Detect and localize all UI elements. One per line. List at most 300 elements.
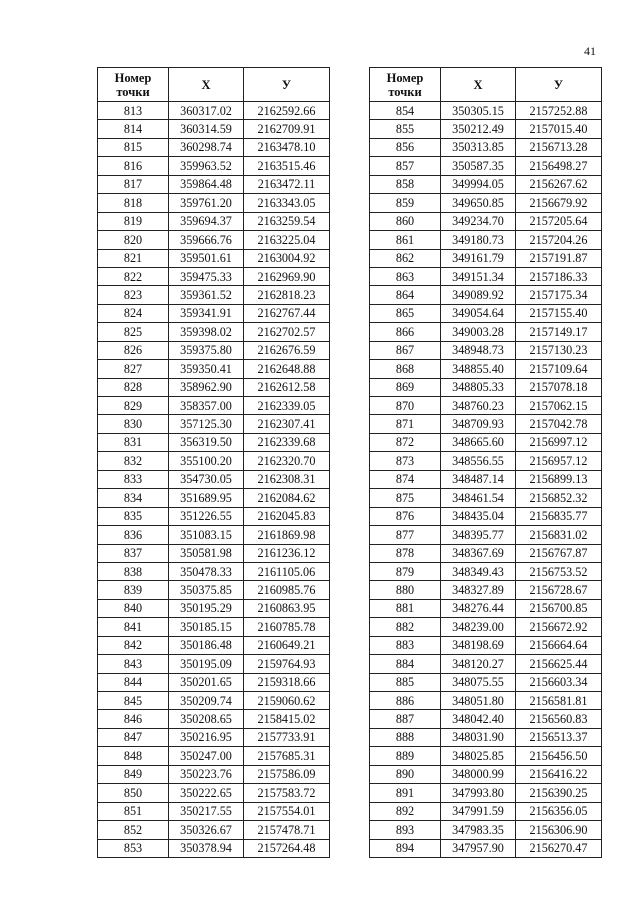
- table-row: [98, 323, 330, 341]
- cell-y: 2162702.57: [244, 323, 330, 341]
- cell-x: 356319.50: [169, 433, 244, 451]
- table-row: [98, 507, 330, 525]
- cell-y: 2156267.62: [516, 175, 602, 193]
- cell-x: 357125.30: [169, 415, 244, 433]
- table-body-right: [370, 102, 602, 858]
- cell-y: 2163225.04: [244, 231, 330, 249]
- cell-y: 2162648.88: [244, 360, 330, 378]
- cell-point-number: 863: [370, 267, 441, 285]
- cell-x: 350186.48: [169, 636, 244, 654]
- table-row: [370, 544, 602, 562]
- cell-point-number: 832: [98, 452, 169, 470]
- table-row: [370, 102, 602, 120]
- cell-y: 2159060.62: [244, 692, 330, 710]
- table-row: [98, 397, 330, 415]
- cell-x: 348327.89: [441, 581, 516, 599]
- cell-x: 350478.33: [169, 562, 244, 580]
- cell-point-number: 882: [370, 618, 441, 636]
- table-row: [370, 747, 602, 765]
- cell-y: 2157149.17: [516, 323, 602, 341]
- cell-y: 2162320.70: [244, 452, 330, 470]
- table-row: [370, 673, 602, 691]
- table-row: [98, 138, 330, 156]
- cell-point-number: 817: [98, 175, 169, 193]
- cell-y: 2156560.83: [516, 710, 602, 728]
- cell-y: 2157252.88: [516, 102, 602, 120]
- cell-y: 2162709.91: [244, 120, 330, 138]
- cell-point-number: 840: [98, 599, 169, 617]
- cell-y: 2157733.91: [244, 728, 330, 746]
- cell-y: 2157478.71: [244, 821, 330, 839]
- cell-x: 348031.90: [441, 728, 516, 746]
- cell-x: 348120.27: [441, 655, 516, 673]
- table-row: [370, 378, 602, 396]
- cell-y: 2156831.02: [516, 526, 602, 544]
- cell-x: 359361.52: [169, 286, 244, 304]
- cell-x: 350185.15: [169, 618, 244, 636]
- cell-y: 2157554.01: [244, 802, 330, 820]
- cell-x: 359864.48: [169, 175, 244, 193]
- cell-x: 347993.80: [441, 784, 516, 802]
- table-row: [98, 618, 330, 636]
- cell-point-number: 821: [98, 249, 169, 267]
- cell-y: 2156664.64: [516, 636, 602, 654]
- table-row: [98, 212, 330, 230]
- cell-x: 354730.05: [169, 470, 244, 488]
- table-row: [370, 341, 602, 359]
- cell-x: 349994.05: [441, 175, 516, 193]
- cell-x: 359501.61: [169, 249, 244, 267]
- cell-x: 351689.95: [169, 489, 244, 507]
- table-row: [98, 673, 330, 691]
- table-row: [370, 784, 602, 802]
- table-row: [370, 231, 602, 249]
- cell-y: 2161105.06: [244, 562, 330, 580]
- cell-point-number: 877: [370, 526, 441, 544]
- cell-y: 2162818.23: [244, 286, 330, 304]
- cell-y: 2157175.34: [516, 286, 602, 304]
- table-row: [370, 562, 602, 580]
- cell-y: 2156767.87: [516, 544, 602, 562]
- cell-x: 350212.49: [441, 120, 516, 138]
- cell-point-number: 816: [98, 157, 169, 175]
- cell-x: 348435.04: [441, 507, 516, 525]
- table-row: [98, 102, 330, 120]
- cell-y: 2161869.98: [244, 526, 330, 544]
- cell-point-number: 845: [98, 692, 169, 710]
- table-row: [370, 710, 602, 728]
- cell-x: 347957.90: [441, 839, 516, 857]
- cell-x: 350208.65: [169, 710, 244, 728]
- table-row: [98, 526, 330, 544]
- table-row: [98, 341, 330, 359]
- cell-y: 2156672.92: [516, 618, 602, 636]
- cell-x: 359341.91: [169, 304, 244, 322]
- cell-y: 2157078.18: [516, 378, 602, 396]
- cell-y: 2157042.78: [516, 415, 602, 433]
- cell-y: 2158415.02: [244, 710, 330, 728]
- table-row: [370, 489, 602, 507]
- cell-point-number: 838: [98, 562, 169, 580]
- cell-point-number: 869: [370, 378, 441, 396]
- table-row: [370, 452, 602, 470]
- table-row: [370, 765, 602, 783]
- cell-x: 350375.85: [169, 581, 244, 599]
- cell-x: 348276.44: [441, 599, 516, 617]
- cell-point-number: 827: [98, 360, 169, 378]
- table-row: [98, 231, 330, 249]
- cell-x: 348042.40: [441, 710, 516, 728]
- cell-point-number: 880: [370, 581, 441, 599]
- table-row: [370, 360, 602, 378]
- cell-y: 2161236.12: [244, 544, 330, 562]
- table-row: [98, 747, 330, 765]
- table-row: [98, 378, 330, 396]
- table-row: [98, 692, 330, 710]
- cell-x: 350587.35: [441, 157, 516, 175]
- table-row: [98, 120, 330, 138]
- cell-y: 2160985.76: [244, 581, 330, 599]
- coordinates-table-left: [97, 67, 330, 858]
- cell-point-number: 826: [98, 341, 169, 359]
- cell-y: 2156513.37: [516, 728, 602, 746]
- cell-y: 2156498.27: [516, 157, 602, 175]
- cell-y: 2157205.64: [516, 212, 602, 230]
- cell-y: 2156700.85: [516, 599, 602, 617]
- cell-x: 358962.90: [169, 378, 244, 396]
- cell-x: 348051.80: [441, 692, 516, 710]
- cell-y: 2157015.40: [516, 120, 602, 138]
- cell-x: 359761.20: [169, 194, 244, 212]
- cell-y: 2163343.05: [244, 194, 330, 212]
- cell-y: 2163472.11: [244, 175, 330, 193]
- cell-y: 2156728.67: [516, 581, 602, 599]
- header-y: У: [244, 68, 330, 102]
- cell-x: 348948.73: [441, 341, 516, 359]
- cell-point-number: 825: [98, 323, 169, 341]
- cell-point-number: 857: [370, 157, 441, 175]
- cell-y: 2162592.66: [244, 102, 330, 120]
- cell-y: 2156270.47: [516, 839, 602, 857]
- cell-y: 2162676.59: [244, 341, 330, 359]
- table-row: [98, 433, 330, 451]
- table-row: [98, 415, 330, 433]
- cell-y: 2159764.93: [244, 655, 330, 673]
- cell-x: 350247.00: [169, 747, 244, 765]
- table-row: [98, 470, 330, 488]
- cell-point-number: 891: [370, 784, 441, 802]
- cell-x: 350195.29: [169, 599, 244, 617]
- table-row: [98, 360, 330, 378]
- table-row: [370, 415, 602, 433]
- cell-point-number: 867: [370, 341, 441, 359]
- table-row: [98, 821, 330, 839]
- cell-x: 360314.59: [169, 120, 244, 138]
- cell-x: 359375.80: [169, 341, 244, 359]
- cell-point-number: 878: [370, 544, 441, 562]
- cell-point-number: 893: [370, 821, 441, 839]
- cell-point-number: 888: [370, 728, 441, 746]
- cell-x: 348395.77: [441, 526, 516, 544]
- cell-point-number: 834: [98, 489, 169, 507]
- cell-point-number: 860: [370, 212, 441, 230]
- cell-y: 2157685.31: [244, 747, 330, 765]
- cell-point-number: 851: [98, 802, 169, 820]
- table-row: [370, 526, 602, 544]
- cell-y: 2162969.90: [244, 267, 330, 285]
- header-x: Х: [169, 68, 244, 102]
- table-row: [98, 784, 330, 802]
- cell-y: 2156416.22: [516, 765, 602, 783]
- cell-point-number: 852: [98, 821, 169, 839]
- table-row: [98, 157, 330, 175]
- table-row: [370, 157, 602, 175]
- cell-x: 348198.69: [441, 636, 516, 654]
- cell-x: 349650.85: [441, 194, 516, 212]
- table-row: [370, 397, 602, 415]
- cell-point-number: 833: [98, 470, 169, 488]
- cell-x: 360317.02: [169, 102, 244, 120]
- cell-point-number: 848: [98, 747, 169, 765]
- table-row: [370, 655, 602, 673]
- cell-point-number: 847: [98, 728, 169, 746]
- table-row: [98, 286, 330, 304]
- cell-x: 359963.52: [169, 157, 244, 175]
- cell-point-number: 886: [370, 692, 441, 710]
- cell-y: 2156679.92: [516, 194, 602, 212]
- cell-point-number: 822: [98, 267, 169, 285]
- cell-x: 350378.94: [169, 839, 244, 857]
- cell-y: 2156390.25: [516, 784, 602, 802]
- cell-point-number: 831: [98, 433, 169, 451]
- table-row: [370, 692, 602, 710]
- cell-x: 348805.33: [441, 378, 516, 396]
- cell-point-number: 853: [98, 839, 169, 857]
- cell-y: 2162767.44: [244, 304, 330, 322]
- cell-x: 348239.00: [441, 618, 516, 636]
- cell-x: 359350.41: [169, 360, 244, 378]
- cell-point-number: 858: [370, 175, 441, 193]
- cell-y: 2160785.78: [244, 618, 330, 636]
- table-row: [370, 286, 602, 304]
- cell-point-number: 844: [98, 673, 169, 691]
- cell-y: 2160863.95: [244, 599, 330, 617]
- cell-x: 349180.73: [441, 231, 516, 249]
- cell-y: 2162339.68: [244, 433, 330, 451]
- cell-point-number: 828: [98, 378, 169, 396]
- cell-x: 359475.33: [169, 267, 244, 285]
- table-row: [370, 839, 602, 857]
- table-row: [370, 802, 602, 820]
- cell-y: 2156753.52: [516, 562, 602, 580]
- cell-y: 2163478.10: [244, 138, 330, 156]
- header-point-number: [370, 68, 441, 102]
- table-row: [370, 636, 602, 654]
- cell-x: 348461.54: [441, 489, 516, 507]
- table-row: [98, 655, 330, 673]
- cell-point-number: 873: [370, 452, 441, 470]
- cell-y: 2157204.26: [516, 231, 602, 249]
- table-row: [370, 581, 602, 599]
- table-row: [370, 175, 602, 193]
- cell-point-number: 839: [98, 581, 169, 599]
- table-row: [370, 304, 602, 322]
- cell-y: 2160649.21: [244, 636, 330, 654]
- cell-x: 348556.55: [441, 452, 516, 470]
- cell-y: 2156603.34: [516, 673, 602, 691]
- cell-point-number: 864: [370, 286, 441, 304]
- cell-point-number: 819: [98, 212, 169, 230]
- cell-point-number: 889: [370, 747, 441, 765]
- cell-y: 2163004.92: [244, 249, 330, 267]
- cell-point-number: 879: [370, 562, 441, 580]
- table-row: [370, 267, 602, 285]
- coordinates-table-right: [369, 67, 602, 858]
- cell-x: 359666.76: [169, 231, 244, 249]
- cell-x: 348367.69: [441, 544, 516, 562]
- table-row: [98, 765, 330, 783]
- cell-x: 350222.65: [169, 784, 244, 802]
- cell-x: 348665.60: [441, 433, 516, 451]
- table-row: [98, 489, 330, 507]
- cell-point-number: 855: [370, 120, 441, 138]
- table-row: [98, 636, 330, 654]
- cell-y: 2156957.12: [516, 452, 602, 470]
- cell-y: 2157186.33: [516, 267, 602, 285]
- table-row: [370, 120, 602, 138]
- table-row: [370, 599, 602, 617]
- table-row: [370, 470, 602, 488]
- table-row: [370, 507, 602, 525]
- cell-y: 2157109.64: [516, 360, 602, 378]
- cell-y: 2163259.54: [244, 212, 330, 230]
- header-point-number: [98, 68, 169, 102]
- table-row: [370, 618, 602, 636]
- table-row: [98, 802, 330, 820]
- table-row: [370, 821, 602, 839]
- cell-y: 2156713.28: [516, 138, 602, 156]
- cell-y: 2156581.81: [516, 692, 602, 710]
- cell-x: 349003.28: [441, 323, 516, 341]
- cell-x: 348075.55: [441, 673, 516, 691]
- cell-x: 350195.09: [169, 655, 244, 673]
- cell-x: 349234.70: [441, 212, 516, 230]
- cell-point-number: 841: [98, 618, 169, 636]
- table-row: [98, 562, 330, 580]
- cell-point-number: 850: [98, 784, 169, 802]
- cell-x: 347991.59: [441, 802, 516, 820]
- cell-point-number: 887: [370, 710, 441, 728]
- cell-point-number: 862: [370, 249, 441, 267]
- cell-point-number: 876: [370, 507, 441, 525]
- table-row: [98, 581, 330, 599]
- cell-x: 348349.43: [441, 562, 516, 580]
- cell-x: 350209.74: [169, 692, 244, 710]
- cell-point-number: 866: [370, 323, 441, 341]
- table-row: [98, 599, 330, 617]
- cell-point-number: 883: [370, 636, 441, 654]
- cell-x: 349054.64: [441, 304, 516, 322]
- header-x: Х: [441, 68, 516, 102]
- table-header-row: [98, 68, 330, 102]
- page-number: 41: [584, 44, 596, 58]
- cell-point-number: 813: [98, 102, 169, 120]
- cell-y: 2157583.72: [244, 784, 330, 802]
- cell-x: 347983.35: [441, 821, 516, 839]
- cell-point-number: 814: [98, 120, 169, 138]
- cell-x: 350217.55: [169, 802, 244, 820]
- cell-y: 2157155.40: [516, 304, 602, 322]
- cell-x: 349151.34: [441, 267, 516, 285]
- cell-point-number: 836: [98, 526, 169, 544]
- cell-y: 2156625.44: [516, 655, 602, 673]
- cell-point-number: 894: [370, 839, 441, 857]
- cell-point-number: 856: [370, 138, 441, 156]
- cell-y: 2162308.31: [244, 470, 330, 488]
- cell-point-number: 892: [370, 802, 441, 820]
- cell-point-number: 830: [98, 415, 169, 433]
- cell-point-number: 849: [98, 765, 169, 783]
- cell-point-number: 885: [370, 673, 441, 691]
- header-point-number-line1: Номер: [114, 70, 152, 85]
- cell-y: 2156852.32: [516, 489, 602, 507]
- cell-y: 2157586.09: [244, 765, 330, 783]
- cell-y: 2162307.41: [244, 415, 330, 433]
- cell-y: 2162045.83: [244, 507, 330, 525]
- header-point-number-line2: точки: [116, 84, 150, 99]
- cell-y: 2156456.50: [516, 747, 602, 765]
- cell-point-number: 871: [370, 415, 441, 433]
- table-row: [370, 138, 602, 156]
- cell-x: 348000.99: [441, 765, 516, 783]
- cell-x: 350223.76: [169, 765, 244, 783]
- cell-point-number: 820: [98, 231, 169, 249]
- table-row: [98, 194, 330, 212]
- cell-x: 360298.74: [169, 138, 244, 156]
- cell-y: 2156356.05: [516, 802, 602, 820]
- cell-y: 2157130.23: [516, 341, 602, 359]
- cell-x: 351083.15: [169, 526, 244, 544]
- cell-x: 350326.67: [169, 821, 244, 839]
- cell-y: 2163515.46: [244, 157, 330, 175]
- table-row: [98, 249, 330, 267]
- table-row: [370, 728, 602, 746]
- cell-point-number: 823: [98, 286, 169, 304]
- table-body-left: [98, 102, 330, 858]
- cell-x: 350216.95: [169, 728, 244, 746]
- cell-x: 349161.79: [441, 249, 516, 267]
- cell-x: 351226.55: [169, 507, 244, 525]
- table-row: [98, 728, 330, 746]
- cell-y: 2162084.62: [244, 489, 330, 507]
- cell-point-number: 859: [370, 194, 441, 212]
- cell-x: 349089.92: [441, 286, 516, 304]
- cell-y: 2156997.12: [516, 433, 602, 451]
- cell-x: 359694.37: [169, 212, 244, 230]
- cell-y: 2159318.66: [244, 673, 330, 691]
- cell-y: 2162339.05: [244, 397, 330, 415]
- header-y: У: [516, 68, 602, 102]
- cell-point-number: 875: [370, 489, 441, 507]
- table-row: [98, 544, 330, 562]
- cell-point-number: 835: [98, 507, 169, 525]
- table-row: [98, 710, 330, 728]
- table-row: [370, 433, 602, 451]
- cell-x: 348487.14: [441, 470, 516, 488]
- table-row: [370, 249, 602, 267]
- cell-point-number: 868: [370, 360, 441, 378]
- header-point-number-line2: точки: [388, 84, 422, 99]
